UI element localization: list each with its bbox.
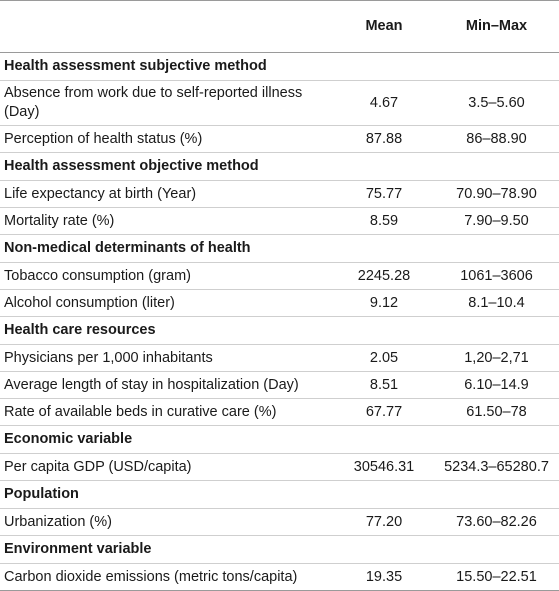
table-row [0, 208, 559, 235]
table-row [0, 181, 559, 208]
min-max-value: 8.1–10.4 [434, 290, 559, 317]
table-row [0, 399, 559, 426]
variable-label: Carbon dioxide emissions (metric tons/capita) [0, 564, 334, 591]
variable-label: Mortality rate (%) [0, 208, 334, 235]
section-title: Health assessment subjective method [0, 53, 559, 81]
table-row [0, 564, 559, 591]
table-row [0, 454, 559, 481]
header-mean: Mean [334, 1, 434, 53]
min-max-value: 7.90–9.50 [434, 208, 559, 235]
table-body [0, 53, 559, 591]
min-max-value: 73.60–82.26 [434, 509, 559, 536]
table-row [0, 126, 559, 153]
variable-label: Life expectancy at birth (Year) [0, 181, 334, 208]
table-row [0, 372, 559, 399]
min-max-value: 61.50–78 [434, 399, 559, 426]
min-max-value: 6.10–14.9 [434, 372, 559, 399]
mean-value: 75.77 [334, 181, 434, 208]
mean-value: 77.20 [334, 509, 434, 536]
section-header-row [0, 235, 559, 263]
variable-label: Per capita GDP (USD/capita) [0, 454, 334, 481]
section-title: Population [0, 481, 559, 509]
header-variable [0, 1, 334, 53]
section-header-row [0, 317, 559, 345]
section-title: Environment variable [0, 536, 559, 564]
mean-value: 67.77 [334, 399, 434, 426]
section-title: Economic variable [0, 426, 559, 454]
section-header-row [0, 153, 559, 181]
mean-value: 9.12 [334, 290, 434, 317]
table-row [0, 81, 559, 126]
table-row [0, 509, 559, 536]
mean-value: 8.51 [334, 372, 434, 399]
min-max-value: 3.5–5.60 [434, 81, 559, 126]
min-max-value: 15.50–22.51 [434, 564, 559, 591]
mean-value: 4.67 [334, 81, 434, 126]
table-row [0, 290, 559, 317]
mean-value: 2.05 [334, 345, 434, 372]
table-row [0, 263, 559, 290]
min-max-value: 5234.3–65280.7 [434, 454, 559, 481]
variable-label: Physicians per 1,000 inhabitants [0, 345, 334, 372]
mean-value: 2245.28 [334, 263, 434, 290]
min-max-value: 1,20–2,71 [434, 345, 559, 372]
table-header-row [0, 1, 559, 53]
section-header-row [0, 426, 559, 454]
section-header-row [0, 481, 559, 509]
variable-label: Alcohol consumption (liter) [0, 290, 334, 317]
variable-label: Rate of available beds in curative care (%) [0, 399, 334, 426]
mean-value: 19.35 [334, 564, 434, 591]
section-header-row [0, 53, 559, 81]
variable-label: Average length of stay in hospitalization (Day) [0, 372, 334, 399]
section-header-row [0, 536, 559, 564]
section-title: Health assessment objective method [0, 153, 559, 181]
variable-label: Absence from work due to self-reported illness (Day) [0, 81, 334, 126]
table-row [0, 345, 559, 372]
variable-label: Tobacco consumption (gram) [0, 263, 334, 290]
mean-value: 87.88 [334, 126, 434, 153]
mean-value: 8.59 [334, 208, 434, 235]
min-max-value: 70.90–78.90 [434, 181, 559, 208]
min-max-value: 86–88.90 [434, 126, 559, 153]
variable-label: Urbanization (%) [0, 509, 334, 536]
section-title: Non-medical determinants of health [0, 235, 559, 263]
header-min-max: Min–Max [434, 1, 559, 53]
min-max-value: 1061–3606 [434, 263, 559, 290]
variable-label: Perception of health status (%) [0, 126, 334, 153]
section-title: Health care resources [0, 317, 559, 345]
mean-value: 30546.31 [334, 454, 434, 481]
